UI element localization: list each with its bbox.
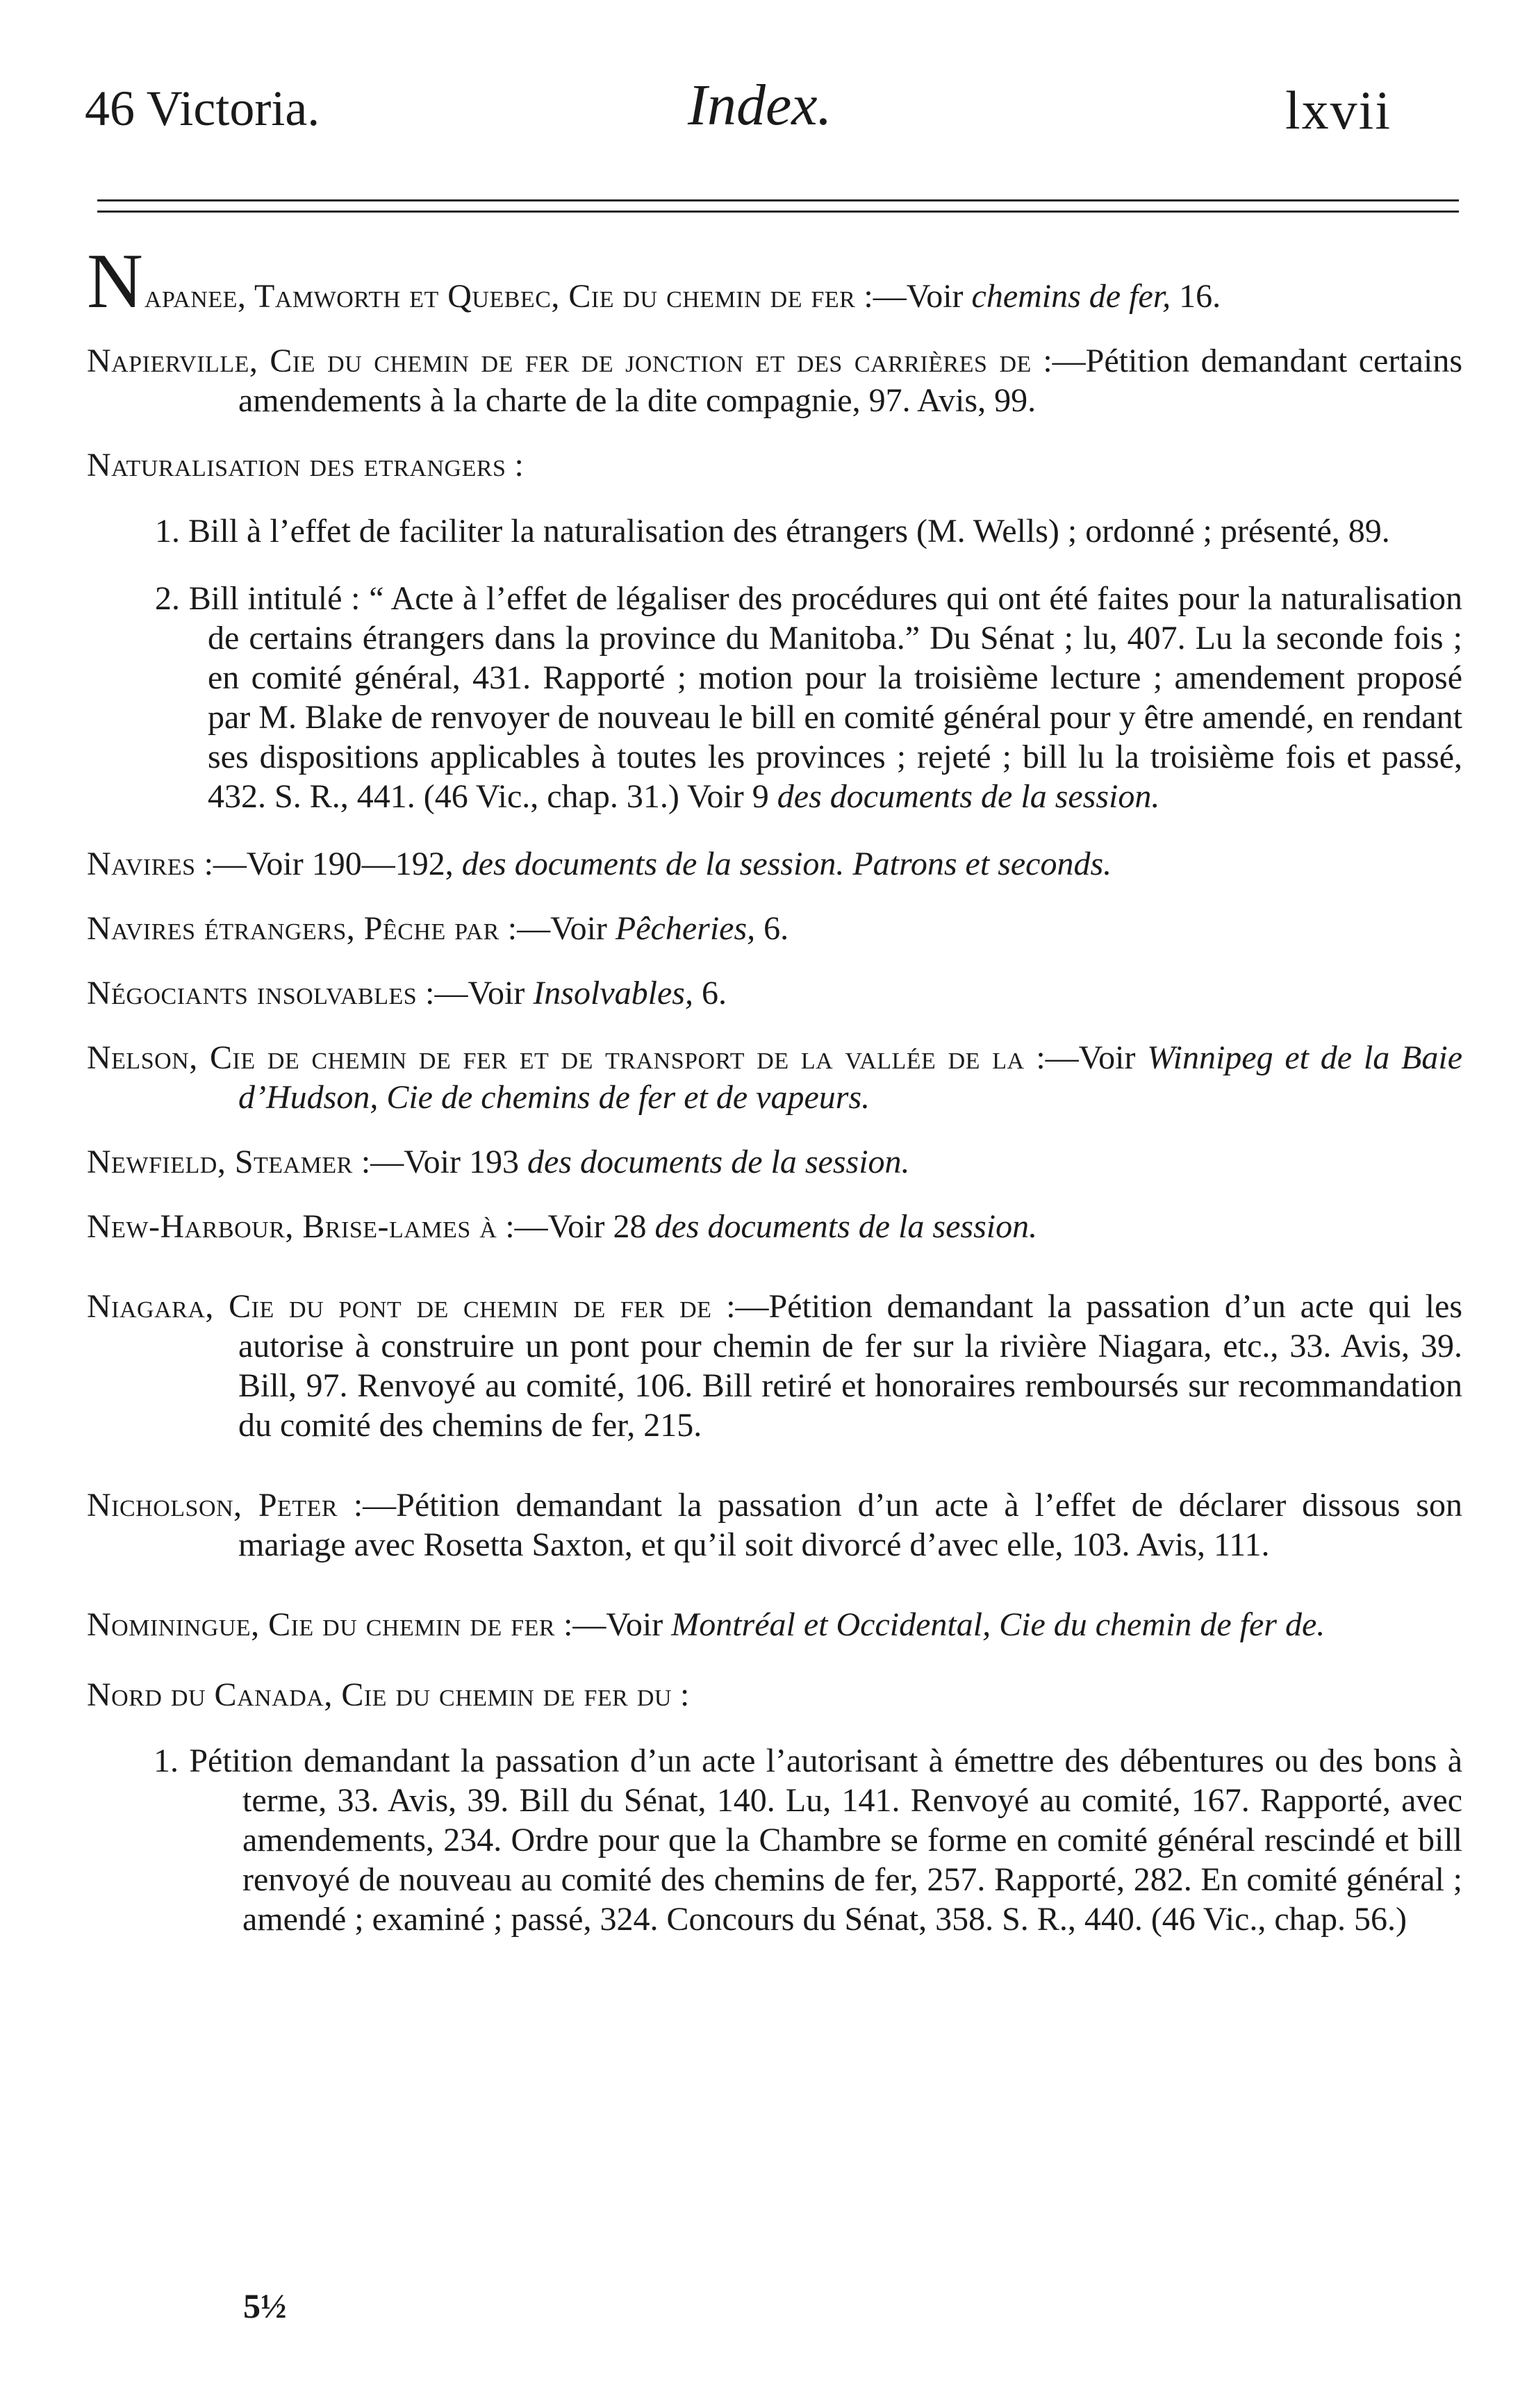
entry-reference: Pêcheries, [615, 910, 756, 947]
entry-text: :—Pétition demandant la passation d’un acte à l’effet de déclarer dissous son mariage avec Rosetta Saxton, et qu’il soit divorcé d’avec elle, 103. Avis, 111. [238, 1487, 1462, 1563]
sub-entry-text: 1. Pétition demandant la passation d’un acte l’autorisant à émettre des débentures ou des bons à terme, 33. Avis, 39. Bill du Sénat, 140. Lu, 141. Renvoyé au comité, 167. Rapporté, avec amendements, 234. Ordre pour que la Chambre se forme en comité général rescindé et bill renvoyé de nouveau au comité des chemins de fer, 257. Rapporté, 282. En comité général ; amendé ; examiné ; passé, 324. Concours du Sénat, 358. S. R., 440. (46 Vic., chap. 56.) [154, 1742, 1462, 1938]
entry-text: :—Voir 190—192, [195, 846, 462, 882]
index-entry-negociants [87, 973, 1462, 1013]
entry-heading: Navires [87, 846, 196, 882]
running-head-title: Index. [688, 73, 832, 138]
sub-entry-text: 1. Bill à l’effet de faciliter la naturalisation des étrangers (M. Wells) ; ordonné ; présenté, 89. [155, 513, 1390, 550]
sub-entry-text: 2. Bill intitulé : “ Acte à l’effet de légaliser des procédures qui ont été faites pour la naturalisation de certains étrangers dans la province du Manitoba.” Du Sénat ; lu, 407. Lu la seconde fois ; en comité général, 431. Rapporté ; motion pour la troisième lecture ; amendement proposé par M. Blake de renvoyer de nouveau le bill en comité général pour y être amendé, en rendant ses dispositions applicables à toutes les provinces ; rejeté ; bill lu la troisième fois et passé, 432. S. R., 441. (46 Vic., chap. 31.) Voir 9 [155, 580, 1462, 815]
index-entry-navires [87, 844, 1462, 884]
index-entry-nicholson [87, 1485, 1462, 1565]
index-entry-newfield [87, 1142, 1462, 1182]
entry-reference: des documents de la session. [777, 778, 1160, 815]
index-entries [87, 238, 1463, 1967]
entry-text: :—Pétition demandant certains amendements à la charte de la dite compagnie, 97. Avis, 99. [238, 343, 1463, 419]
entry-heading: Nelson, Cie de chemin de fer et de transport de la vallée de la [87, 1039, 1025, 1076]
index-entry-napanee [87, 238, 1462, 324]
entry-text: :—Voir [417, 975, 534, 1012]
entry-reference: chemins de fer, [971, 278, 1171, 315]
header-rule-bottom [97, 211, 1459, 213]
entry-heading: Navires étrangers, Pêche par [87, 910, 499, 947]
entry-heading: Naturalisation des etrangers [87, 447, 506, 484]
entry-text: :—Voir [855, 278, 972, 315]
header-rule-top [97, 199, 1459, 201]
entry-reference: des documents de la session. [527, 1144, 910, 1180]
index-entry-nord-du-canada [87, 1675, 1462, 1715]
entry-heading: Nicholson, Peter [87, 1487, 338, 1524]
entry-reference: Montréal et Occidental, Cie du chemin de fer de. [671, 1606, 1326, 1643]
entry-text: : [671, 1676, 690, 1713]
entry-heading: New-Harbour, Brise-lames à [87, 1208, 497, 1245]
entry-text: :—Voir 28 [497, 1208, 655, 1245]
sub-entry-nord-du-canada-1 [154, 1741, 1462, 1939]
page-number: lxvii [1285, 80, 1392, 140]
entry-heading: apanee, Tamworth et Quebec, Cie du chemin de fer [144, 278, 856, 315]
entry-reference: Winnipeg et de la Baie d’Hudson, Cie de chemins de fer et de vapeurs. [238, 1039, 1462, 1116]
entry-text: :—Voir [499, 910, 616, 947]
entry-page-ref: 6. [693, 975, 727, 1012]
entry-heading: Nord du Canada, Cie du chemin de fer du [87, 1676, 672, 1713]
entry-text: :—Pétition demandant la passation d’un acte qui les autorise à construire un pont pour chemin de fer sur la rivière Niagara, etc., 33. Avis, 39. Bill, 97. Renvoyé au comité, 106. Bill retiré et honoraires remboursés sur recommandation du comité des chemins de fer, 215. [238, 1288, 1462, 1444]
entry-page-ref: 16. [1171, 278, 1221, 315]
entry-heading: Napierville, Cie du chemin de fer de jonction et des carrières de [87, 343, 1032, 379]
entry-reference: Insolvables, [533, 975, 693, 1012]
sub-entry-naturalisation-2 [155, 579, 1462, 816]
entry-text: : [506, 447, 524, 484]
entry-reference: des documents de la session. Patrons et seconds. [461, 846, 1112, 882]
entry-reference: des documents de la session. [654, 1208, 1038, 1245]
entry-heading: Newfield, Steamer [87, 1144, 353, 1180]
entry-text: :—Voir 193 [352, 1144, 527, 1180]
running-head-left: 46 Victoria. [85, 81, 320, 136]
index-entry-new-harbour [87, 1207, 1462, 1246]
index-entry-navires-etrangers [87, 909, 1462, 948]
index-entry-nominingue [87, 1605, 1462, 1644]
entry-text: :—Voir [555, 1606, 672, 1643]
entry-heading: Nominingue, Cie du chemin de fer [87, 1606, 556, 1643]
drop-cap: N [87, 238, 143, 324]
sub-entry-naturalisation-1 [155, 511, 1462, 551]
entry-text: :—Voir [1024, 1039, 1148, 1076]
entry-page-ref: 6. [755, 910, 789, 947]
index-entry-napierville [87, 341, 1462, 420]
index-entry-nelson [87, 1038, 1462, 1117]
entry-heading: Niagara, Cie du pont de chemin de fer de [87, 1288, 712, 1325]
index-entry-naturalisation [87, 445, 1462, 485]
entry-heading: Négociants insolvables [87, 975, 418, 1012]
index-entry-niagara [87, 1287, 1462, 1445]
signature-mark: 5½ [243, 2286, 287, 2325]
